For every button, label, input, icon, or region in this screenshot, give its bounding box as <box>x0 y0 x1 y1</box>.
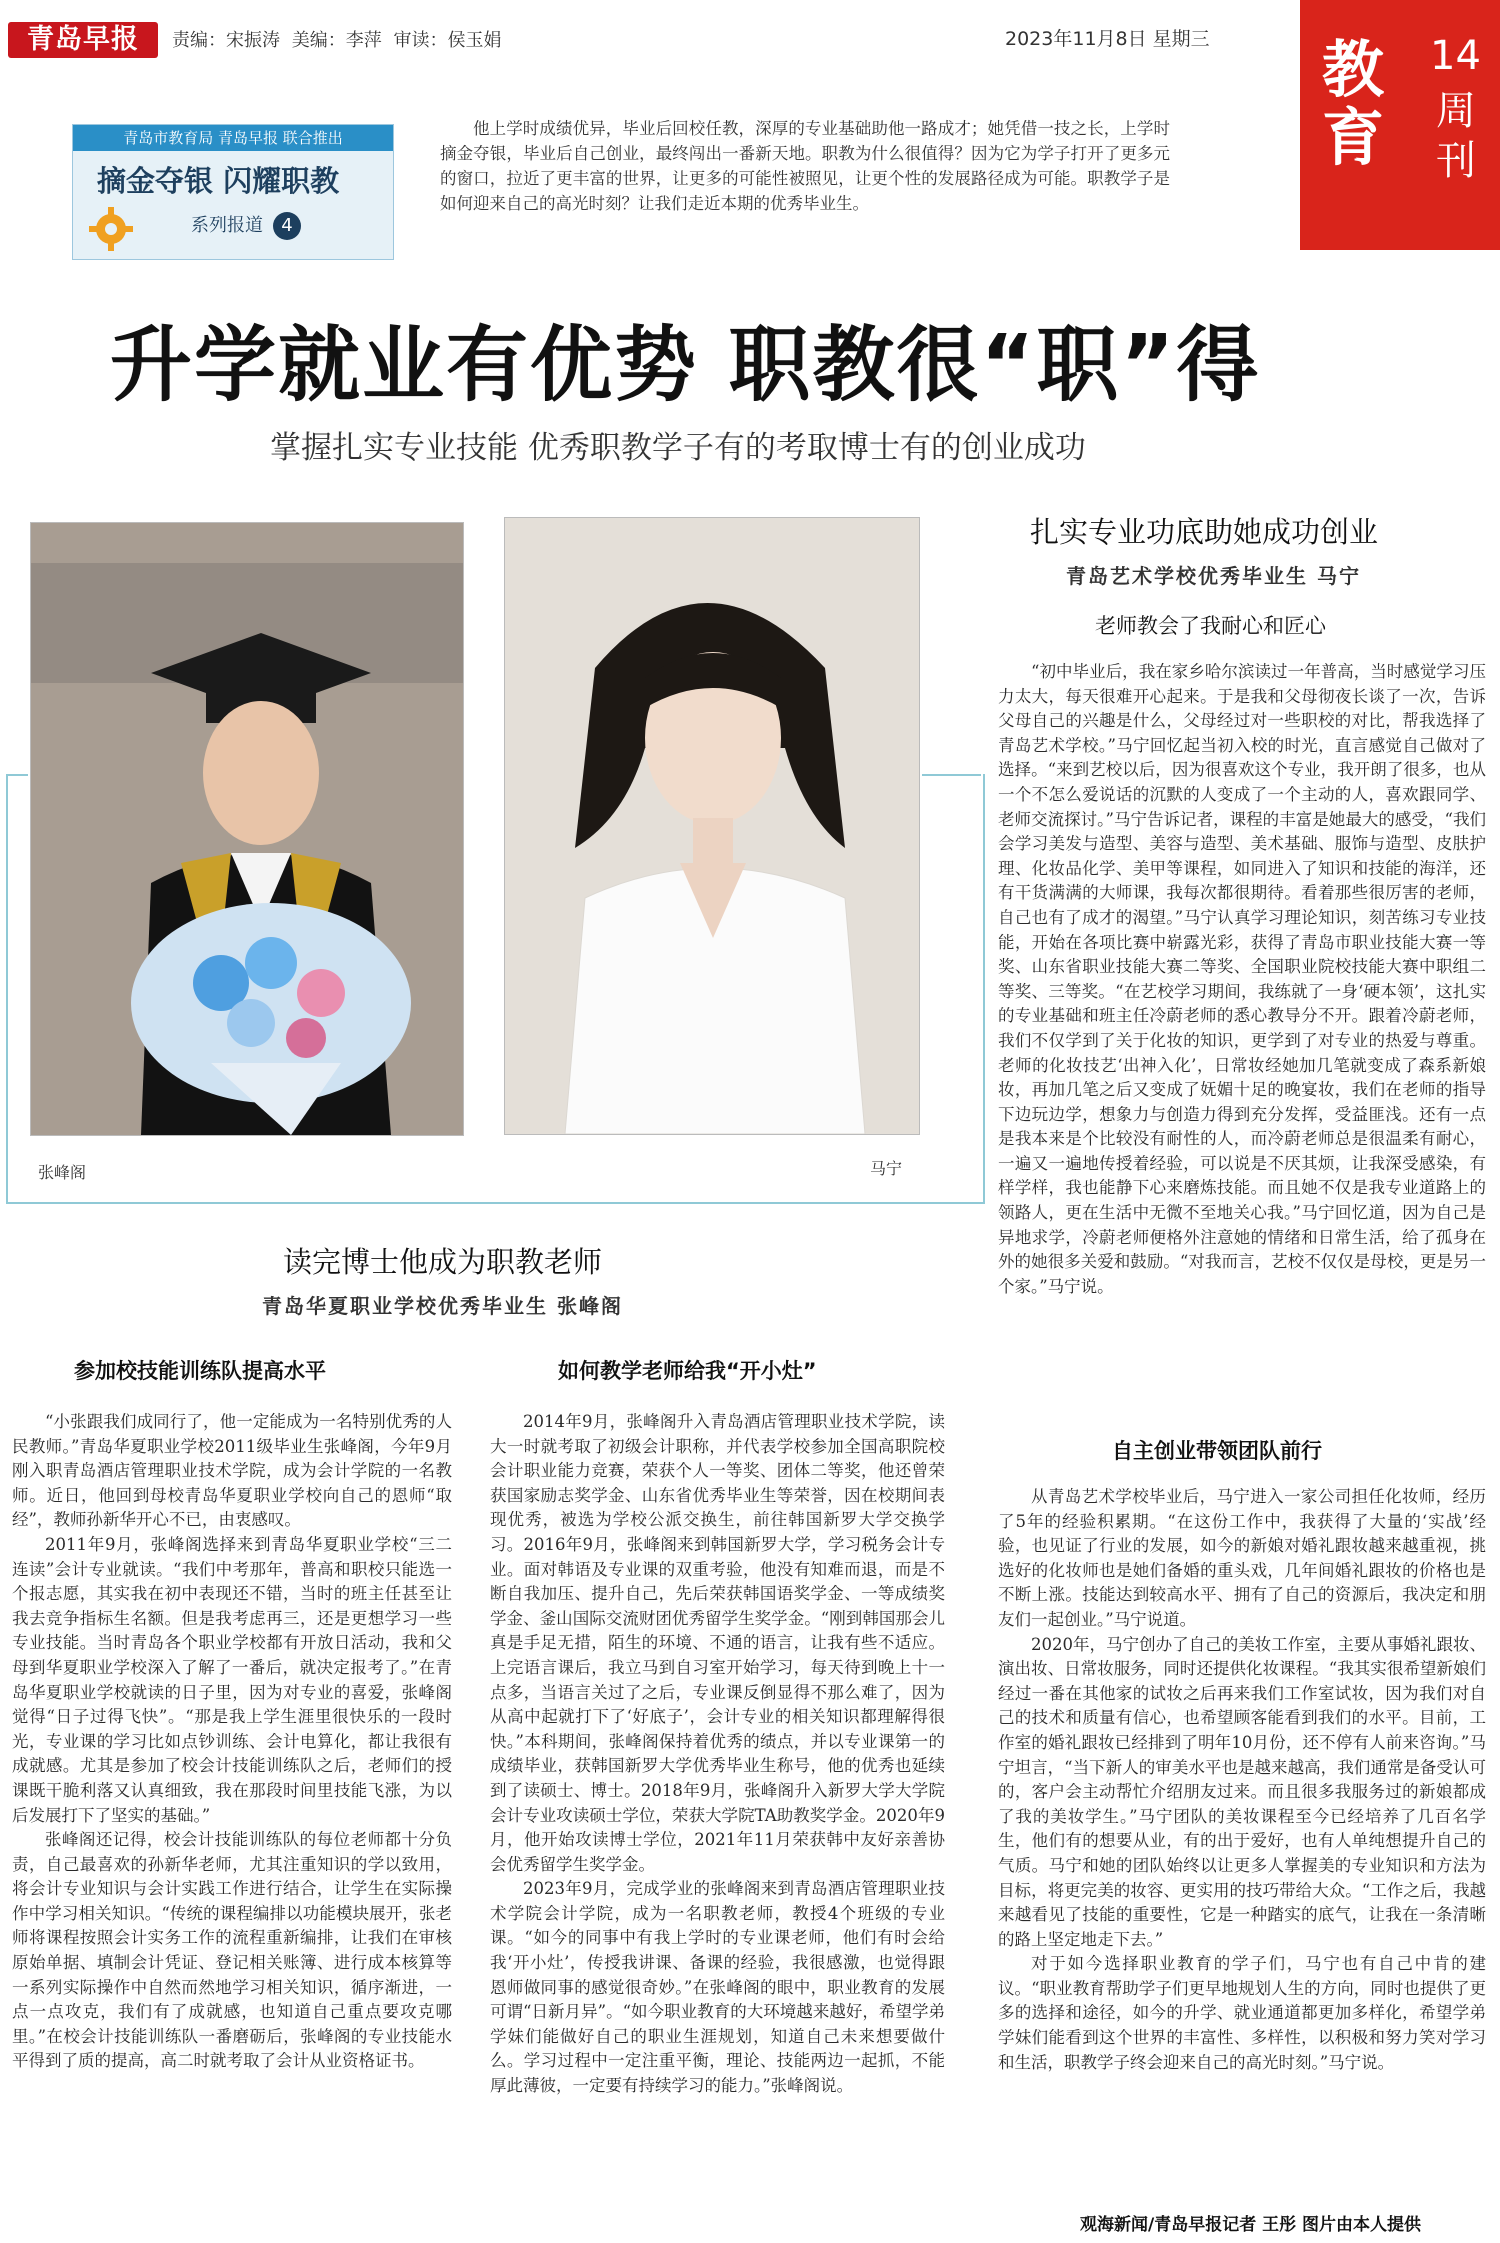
article-left-column-2 <box>490 1410 945 2099</box>
weekly-label: 周刊 <box>1436 88 1476 184</box>
paragraph: “小张跟我们成同行了，他一定能成为一名特别优秀的人民教师。”青岛华夏职业学校2011级毕业生张峰阁，今年9月刚入职青岛酒店管理职业技术学院，成为会计学院的一名教师。近日，他回到母校青岛华夏职业学校向自己的恩师“取经”，教师孙新华开心不已，由衷感叹。 <box>12 1412 452 1530</box>
paragraph: 2011年9月，张峰阁选择来到青岛华夏职业学校“三二连读”会计专业就读。“我们中考那年，普高和职校只能选一个报志愿，其实我在初中表现还不错，当时的班主任甚至让我去竞争指标生名额。但是我考虑再三，还是更想学习一些专业技能。当时青岛各个职业学校都有开放日活动，我和父母到华夏职业学校深入了解了一番后，就决定报考了。”在青岛华夏职业学校就读的日子里，因为对专业的喜爱，张峰阁觉得“日子过得飞快”。“那是我上学生涯里很快乐的一段时光，专业课的学习比如点钞训练、会计电算化，都让我很有成就感。尤其是参加了校会计技能训练队之后，老师们的授课既干脆利落又认真细致，我在那段时间里技能飞涨，为以后发展打下了坚实的基础。” <box>12 1534 452 1825</box>
badge-series <box>191 211 301 240</box>
badge-organizers: 青岛市教育局 青岛早报 联合推出 <box>73 125 393 151</box>
section-banner <box>1300 0 1500 250</box>
paragraph: 张峰阁还记得，校会计技能训练队的每位老师都十分负责，自己最喜欢的孙新华老师，尤其注重知识的学以致用，将会计专业知识与会计实践工作进行结合，让学生在实际操作中学习相关知识。“传统的课程编排以功能模块展开，张老师将课程按照会计实务工作的流程重新编排，让我们在审核原始单据、填制会计凭证、登记相关账簿、进行成本核算等一系列实际操作中自然而然地学习相关知识，循序渐进，一点一点攻克，我们有了成就感，也知道自己重点要攻克哪里。”在校会计技能训练队一番磨砺后，张峰阁的专业技能水平得到了质的提高，高二时就考取了会计从业资格证书。 <box>12 1830 452 2071</box>
intro-paragraph: 他上学时成绩优异，毕业后回校任教，深厚的专业基础助他一路成才；她凭借一技之长，上学时摘金夺银，毕业后自己创业，最终闯出一番新天地。职教为什么很值得？因为它为学子打开了更多元的窗口，拉近了更丰富的世界，让更多的可能性被照见，让更个性的发展路径成为可能。职教学子是如何迎来自己的高光时刻？让我们走近本期的优秀毕业生。 <box>440 119 1170 213</box>
photo-caption-left: 张峰阁 <box>38 1163 87 1182</box>
paragraph: 2020年，马宁创办了自己的美妆工作室，主要从事婚礼跟妆、演出妆、日常妆服务，同时还提供化妆课程。“我其实很希望新娘们经过一番在其他家的试妆之后再来我们工作室试妆，因为我们对自己的技术和质量有信心，也希望顾客能看到我们的水平。目前，工作室的婚礼跟妆已经排到了明年10月份，还不停有人前来咨询。”马宁坦言，“当下新人的审美水平也是越来越高，我们通常是备受认可的，客户会主动帮忙介绍朋友过来。而且很多我服务过的新娘都成了我的美妆学生。”马宁团队的美妆课程至今已经培养了几百名学生，他们有的想要从业，有的出于爱好，也有人单纯想提升自己的气质。马宁和她的团队始终以让更多人掌握美的专业知识和方法为目标，将更完美的妆容、更实用的技巧带给大众。“工作之后，我越来越看见了技能的重要性，它是一种踏实的底气，让我在一条清晰的路上坚定地走下去。” <box>998 1634 1486 1949</box>
reporter-credit: 观海新闻/青岛早报记者 王彤 图片由本人提供 <box>1080 2215 1422 2235</box>
frame-divider <box>6 774 28 776</box>
series-label: 系列报道 <box>191 215 263 236</box>
article-right-byline: 青岛艺术学校优秀毕业生 马宁 <box>1066 564 1361 588</box>
article-left-byline: 青岛华夏职业学校优秀毕业生 张峰阁 <box>262 1294 623 1318</box>
page-number: 14 <box>1430 33 1481 79</box>
editor-credits <box>172 26 507 52</box>
proofreader-name: 审读：侯玉娟 <box>393 30 502 51</box>
badge-slogan: 摘金夺银 闪耀职教 <box>97 164 340 198</box>
paragraph: “初中毕业后，我在家乡哈尔滨读过一年普高，当时感觉学习压力太大，每天很难开心起来。于是我和父母彻夜长谈了一次，告诉父母自己的兴趣是什么，父母经过对一些职校的对比，帮我选择了青岛艺术学校。”马宁回忆起当初入校的时光，直言感觉自己做对了选择。“来到艺校以后，因为很喜欢这个专业，我开朗了很多，也从一个不怎么爱说话的沉默的人变成了一个主动的人，喜欢跟同学、老师交流探讨。”马宁告诉记者，课程的丰富是她最大的感受，“我们会学习美发与造型、美容与造型、美术基础、服饰与造型、皮肤护理、化妆品化学、美甲等课程，如同进入了知识和技能的海洋，还有干货满满的大师课，我每次都很期待。看着那些很厉害的老师，自己也有了成才的渴望。”马宁认真学习理论知识，刻苦练习专业技能，开始在各项比赛中崭露光彩，获得了青岛市职业技能大赛一等奖、山东省职业技能大赛二等奖、全国职业院校技能大赛中职组二等奖、三等奖。“在艺校学习期间，我练就了一身‘硬本领’，这扎实的专业基础和班主任冷蔚老师的悉心教导分不开。跟着冷蔚老师，我们不仅学到了关于化妆的知识，更学到了对专业的热爱与尊重。老师的化妆技艺‘出神入化’，日常妆经她加几笔就变成了森系新娘妆，再加几笔之后又变成了妩媚十足的晚宴妆，我们在老师的指导下边玩边学，想象力与创造力得到充分发挥，受益匪浅。还有一点是我本来是个比较没有耐性的人，而冷蔚老师总是很温柔有耐心，一遍又一遍地传授着经验，可以说是不厌其烦，让我深受感染，有样学样，我也能静下心来磨炼技能。而且她不仅是我专业道路上的领路人，更在生活中无微不至地关心我。”马宁回忆道，因为自己是异地求学，冷蔚老师便格外注意她的情绪和日常生活，给了孤身在外的她很多关爱和鼓励。“对我而言，艺校不仅仅是母校，更是另一个家。”马宁说。 <box>998 662 1486 1296</box>
newspaper-logo: 青岛早报 <box>8 22 158 58</box>
photo-zhang-fengge <box>30 522 464 1136</box>
article-right-title: 扎实专业功底助她成功创业 <box>1030 515 1379 549</box>
series-badge <box>72 124 394 260</box>
section-name: 教育 <box>1322 33 1385 174</box>
article-right-heading-2: 自主创业带领团队前行 <box>1112 1439 1322 1463</box>
paragraph: 从青岛艺术学校毕业后，马宁进入一家公司担任化妆师，经历了5年的经验积累期。“在这份工作中，我获得了大量的‘实战’经验，也见证了行业的发展，如今的新娘对婚礼跟妆越来越重视，挑选好的化妆师也是她们备婚的重头戏，几年间婚礼跟妆的价格也是不断上涨。技能达到较高水平、拥有了自己的资源后，我决定和朋友们一起创业。”马宁说道。 <box>998 1487 1486 1629</box>
photo-ma-ning <box>504 517 920 1135</box>
page-headline: 升学就业有优势 职教很“职”得 <box>110 318 1261 413</box>
photo-caption-right: 马宁 <box>870 1159 903 1178</box>
article-right-heading-1: 老师教会了我耐心和匠心 <box>1095 614 1326 638</box>
article-left-title: 读完博士他成为职教老师 <box>283 1245 603 1279</box>
paragraph: 2014年9月，张峰阁升入青岛酒店管理职业技术学院，读大一时就考取了初级会计职称，并代表学校参加全国高职院校会计职业能力竞赛，荣获个人一等奖、团体二等奖，他还曾荣获国家励志奖学金、山东省优秀毕业生等荣誉，因在校期间表现优秀，被选为学校公派交换生，前往韩国新罗大学交换学习。2016年9月，张峰阁来到韩国新罗大学，学习税务会计专业。面对韩语及专业课的双重考验，他没有知难而退，而是不断自我加压、提升自己，先后荣获韩国语奖学金、一等成绩奖学金、釜山国际交流财团优秀留学生奖学金。“刚到韩国那会儿真是手足无措，陌生的环境、不通的语言，让我有些不适应。上完语言课后，我立马到自习室开始学习，每天待到晚上十一点多，当语言关过了之后，专业课反倒显得不那么难了，因为从高中起就打下了‘好底子’，会计专业的相关知识都理解得很快。”本科期间，张峰阁保持着优秀的绩点，并以专业课第一的成绩毕业，获韩国新罗大学优秀毕业生称号，他的优秀也延续到了读硕士、博士。2018年9月，张峰阁升入新罗大学大学院会计专业攻读硕士学位，荣获大学院TA助教奖学金。2020年9月，他开始攻读博士学位，2021年11月荣获韩中友好亲善协会优秀留学生奖学金。 <box>490 1412 945 1874</box>
portrait-illustration <box>505 518 919 1134</box>
publish-date: 2023年11月8日 星期三 <box>1005 28 1210 50</box>
page-subheadline: 掌握扎实专业技能 优秀职教学子有的考取博士有的创业成功 <box>270 430 1086 466</box>
gear-icon <box>87 205 135 253</box>
article-right-column-2 <box>998 1485 1486 2075</box>
article-left-heading-1: 参加校技能训练队提高水平 <box>74 1359 326 1383</box>
article-left-column-1 <box>12 1410 452 2074</box>
article-left-heading-2: 如何教学老师给我“开小灶” <box>558 1359 817 1383</box>
editor-name: 责编：宋振涛 <box>172 30 280 51</box>
graduate-illustration <box>31 523 463 1135</box>
paragraph: 对于如今选择职业教育的学子们，马宁也有自己中肯的建议。“职业教育帮助学子们更早地规划人生的方向，同时也提供了更多的选择和途径，如今的升学、就业通道都更加多样化，希望学弟学妹们能看到这个世界的丰富性、多样性，以积极和努力笑对学习和生活，职教学子终会迎来自己的高光时刻。”马宁说。 <box>998 1954 1486 2072</box>
frame-divider <box>922 774 981 776</box>
paragraph: 2023年9月，完成学业的张峰阁来到青岛酒店管理职业技术学院会计学院，成为一名职教老师，教授4个班级的专业课。“如今的同事中有我上学时的专业课老师，他们有时会给我‘开小灶’，传授我讲课、备课的经验，我很感激，也觉得跟恩师做同事的感觉很奇妙。”在张峰阁的眼中，职业教育的发展可谓“日新月异”。“如今职业教育的大环境越来越好，希望学弟学妹们能做好自己的职业生涯规划，知道自己未来想要做什么。学习过程中一定注重平衡，理论、技能两边一起抓，不能厚此薄彼，一定要有持续学习的能力。”张峰阁说。 <box>490 1879 945 2096</box>
series-number: 4 <box>273 212 301 240</box>
designer-name: 美编：李萍 <box>291 30 382 51</box>
article-right-column-1 <box>998 660 1486 1299</box>
